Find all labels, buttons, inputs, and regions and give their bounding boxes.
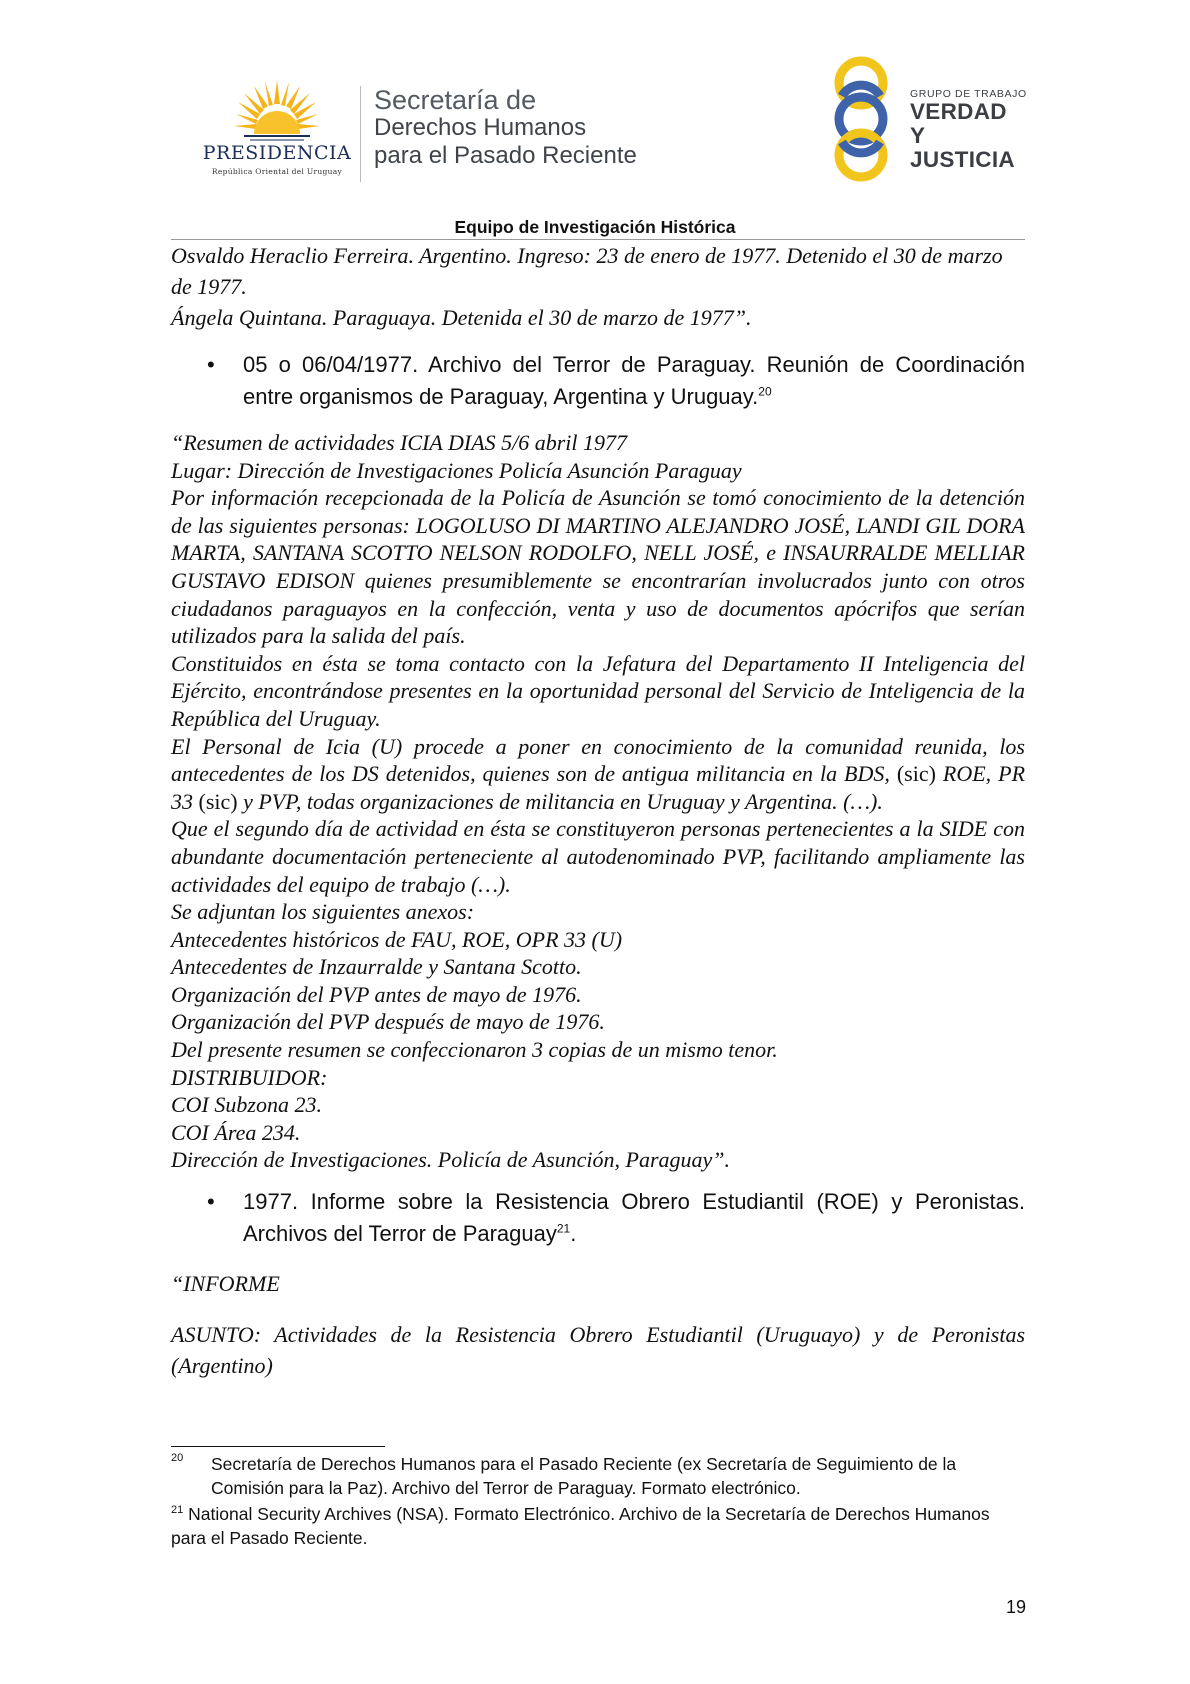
bullet-2-text: 1977. Informe sobre la Resistencia Obrero Estudiantil (ROE) y Peronistas. Archivos del Terror de Paraguay: [243, 1189, 1025, 1247]
logo-divider: [360, 86, 361, 182]
quote-line-annex-1: Antecedentes históricos de FAU, ROE, OPR 33 (U): [171, 926, 623, 952]
intro-line-1: Osvaldo Heraclio Ferreira. Argentino. Ingreso: 23 de enero de 1977. Detenido el 30 de marzo de 1977.: [171, 243, 1003, 299]
verdad-justicia-text: [910, 88, 1028, 172]
secretaria-logo: [374, 86, 637, 170]
quote-paragraph-1: Por información recepcionada de la Policía de Asunción se tomó conocimiento de la detención de las siguientes personas: LOGOLUSO DI MARTINO ALEJANDRO JOSÉ, LANDI GIL DORA MARTA, SANTANA SCOTTO NELSON RODOLFO, NELL JOSÉ, e INSAURRALDE MELLIAR GUSTAVO EDISON quienes presumiblemente se encontrarían involucrados junto con otros ciudadanos paraguayos en la confección, venta y uso de documentos apócrifos que serían utilizados para la salida del país.: [171, 485, 1025, 649]
footnote-20: [171, 1452, 1029, 1500]
footnote-separator: [171, 1446, 385, 1447]
sic-marker-1: (sic): [896, 761, 936, 787]
footnote-ref-21[interactable]: 21: [556, 1221, 571, 1236]
presidencia-name: PRESIDENCIA: [202, 142, 352, 164]
quote-line-direccion: Dirección de Investigaciones. Policía de Asunción, Paraguay”.: [171, 1147, 731, 1173]
quote-paragraph-3b: ROE, PR 33: [171, 761, 1026, 814]
bullet-dot: •: [207, 1189, 215, 1215]
asunto-line: ASUNTO: Actividades de la Resistencia Obrero Estudiantil (Uruguayo) y de Peronistas (Argentino): [171, 1322, 1025, 1379]
sic-marker-2: (sic): [198, 788, 238, 814]
page-number: 19: [1006, 1597, 1027, 1617]
quote-line-annex-2: Antecedentes de Inzaurralde y Santana Scotto.: [171, 954, 582, 980]
sun-icon: [234, 78, 320, 142]
footnote-ref-20[interactable]: 20: [758, 384, 772, 399]
intro-line-2: Ángela Quintana. Paraguaya. Detenida el 30 de marzo de 1977”.: [171, 305, 752, 330]
secretaria-line1: Secretaría de: [374, 85, 537, 115]
bullet-item-1: [171, 349, 1025, 413]
quote-line-annex-3: Organización del PVP antes de mayo de 1976.: [171, 981, 582, 1007]
quote-paragraph-2: Constituidos en ésta se toma contacto con la Jefatura del Departamento II Inteligencia del Ejército, encontrándose presentes en la oportunidad personal del Servicio de Inteligencia de la República del Uruguay.: [171, 650, 1025, 731]
verdad-justicia-logo: [818, 56, 1028, 184]
footnote-number: 21: [171, 1504, 184, 1517]
bullet-item-2: [171, 1186, 1025, 1250]
verdad-y-label: VERDAD Y: [910, 99, 1007, 148]
secretaria-line3: para el Pasado Reciente: [374, 142, 637, 169]
document-body: [171, 240, 1025, 1381]
quote-paragraph-3: [171, 733, 1025, 816]
quote-paragraph-3a: El Personal de Icia (U) procede a poner en conocimiento de la comunidad reunida, los antecedentes de los DS detenidos, quienes son de antigua militancia en la BDS,: [171, 733, 1025, 787]
informe-title: “INFORME: [171, 1271, 280, 1297]
footnote-21: [171, 1502, 1029, 1550]
header-title: Equipo de Investigación Histórica: [454, 217, 736, 237]
quote-line-copies: Del presente resumen se confeccionaron 3 copias de un mismo tenor.: [171, 1037, 778, 1063]
quote-title: “Resumen de actividades ICIA DIAS 5/6 abril 1977: [171, 430, 628, 455]
quote-line-distribuidor: DISTRIBUIDOR:: [171, 1064, 328, 1090]
bullet-dot: •: [207, 352, 215, 377]
footnote-text: National Security Archives (NSA). Formato Electrónico. Archivo de la Secretaría de Derechos Humanos para el Pasado Reciente.: [171, 1504, 990, 1548]
footnotes: [171, 1452, 1029, 1550]
presidencia-subtitle: República Oriental del Uruguay: [211, 167, 343, 176]
quote-line-annexes: Se adjuntan los siguientes anexos:: [171, 899, 475, 925]
bullet-2-tail: .: [570, 1221, 577, 1247]
bullet-1-text: 05 o 06/04/1977. Archivo del Terror de Paraguay. Reunión de Coordinación entre organismos de Paraguay, Argentina y Uruguay.: [243, 352, 1025, 409]
footnote-text: Secretaría de Derechos Humanos para el Pasado Reciente (ex Secretaría de Seguimiento de la Comisión para la Paz). Archivo del Terror de Paraguay. Formato electrónico.: [211, 1454, 957, 1498]
justicia-label: JUSTICIA: [910, 147, 1015, 172]
quote-paragraph-3c: y PVP, todas organizaciones de militancia en Uruguay y Argentina. (…).: [243, 788, 883, 814]
quote-line-coi-subzona: COI Subzona 23.: [171, 1092, 322, 1118]
quote-paragraph-4: Que el segundo día de actividad en ésta se constituyeron personas pertenecientes a la SIDE con abundante documentación perteneciente al autodenominado PVP, facilitando ampliamente las actividades del equipo de trabajo (…).: [171, 816, 1025, 897]
quote-line-coi-area: COI Área 234.: [171, 1119, 301, 1145]
quote-block-1: [171, 429, 1025, 1174]
grupo-de-trabajo-label: GRUPO DE TRABAJO: [910, 88, 1027, 100]
footnote-number: 20: [171, 1452, 184, 1464]
secretaria-line2: Derechos Humanos: [374, 114, 587, 141]
quote-place: Lugar: Dirección de Investigaciones Policía Asunción Paraguay: [171, 457, 742, 483]
presidencia-logo: [196, 78, 358, 178]
linked-rings-icon: [818, 56, 904, 182]
quote-line-annex-4: Organización del PVP después de mayo de 1976.: [171, 1009, 605, 1035]
